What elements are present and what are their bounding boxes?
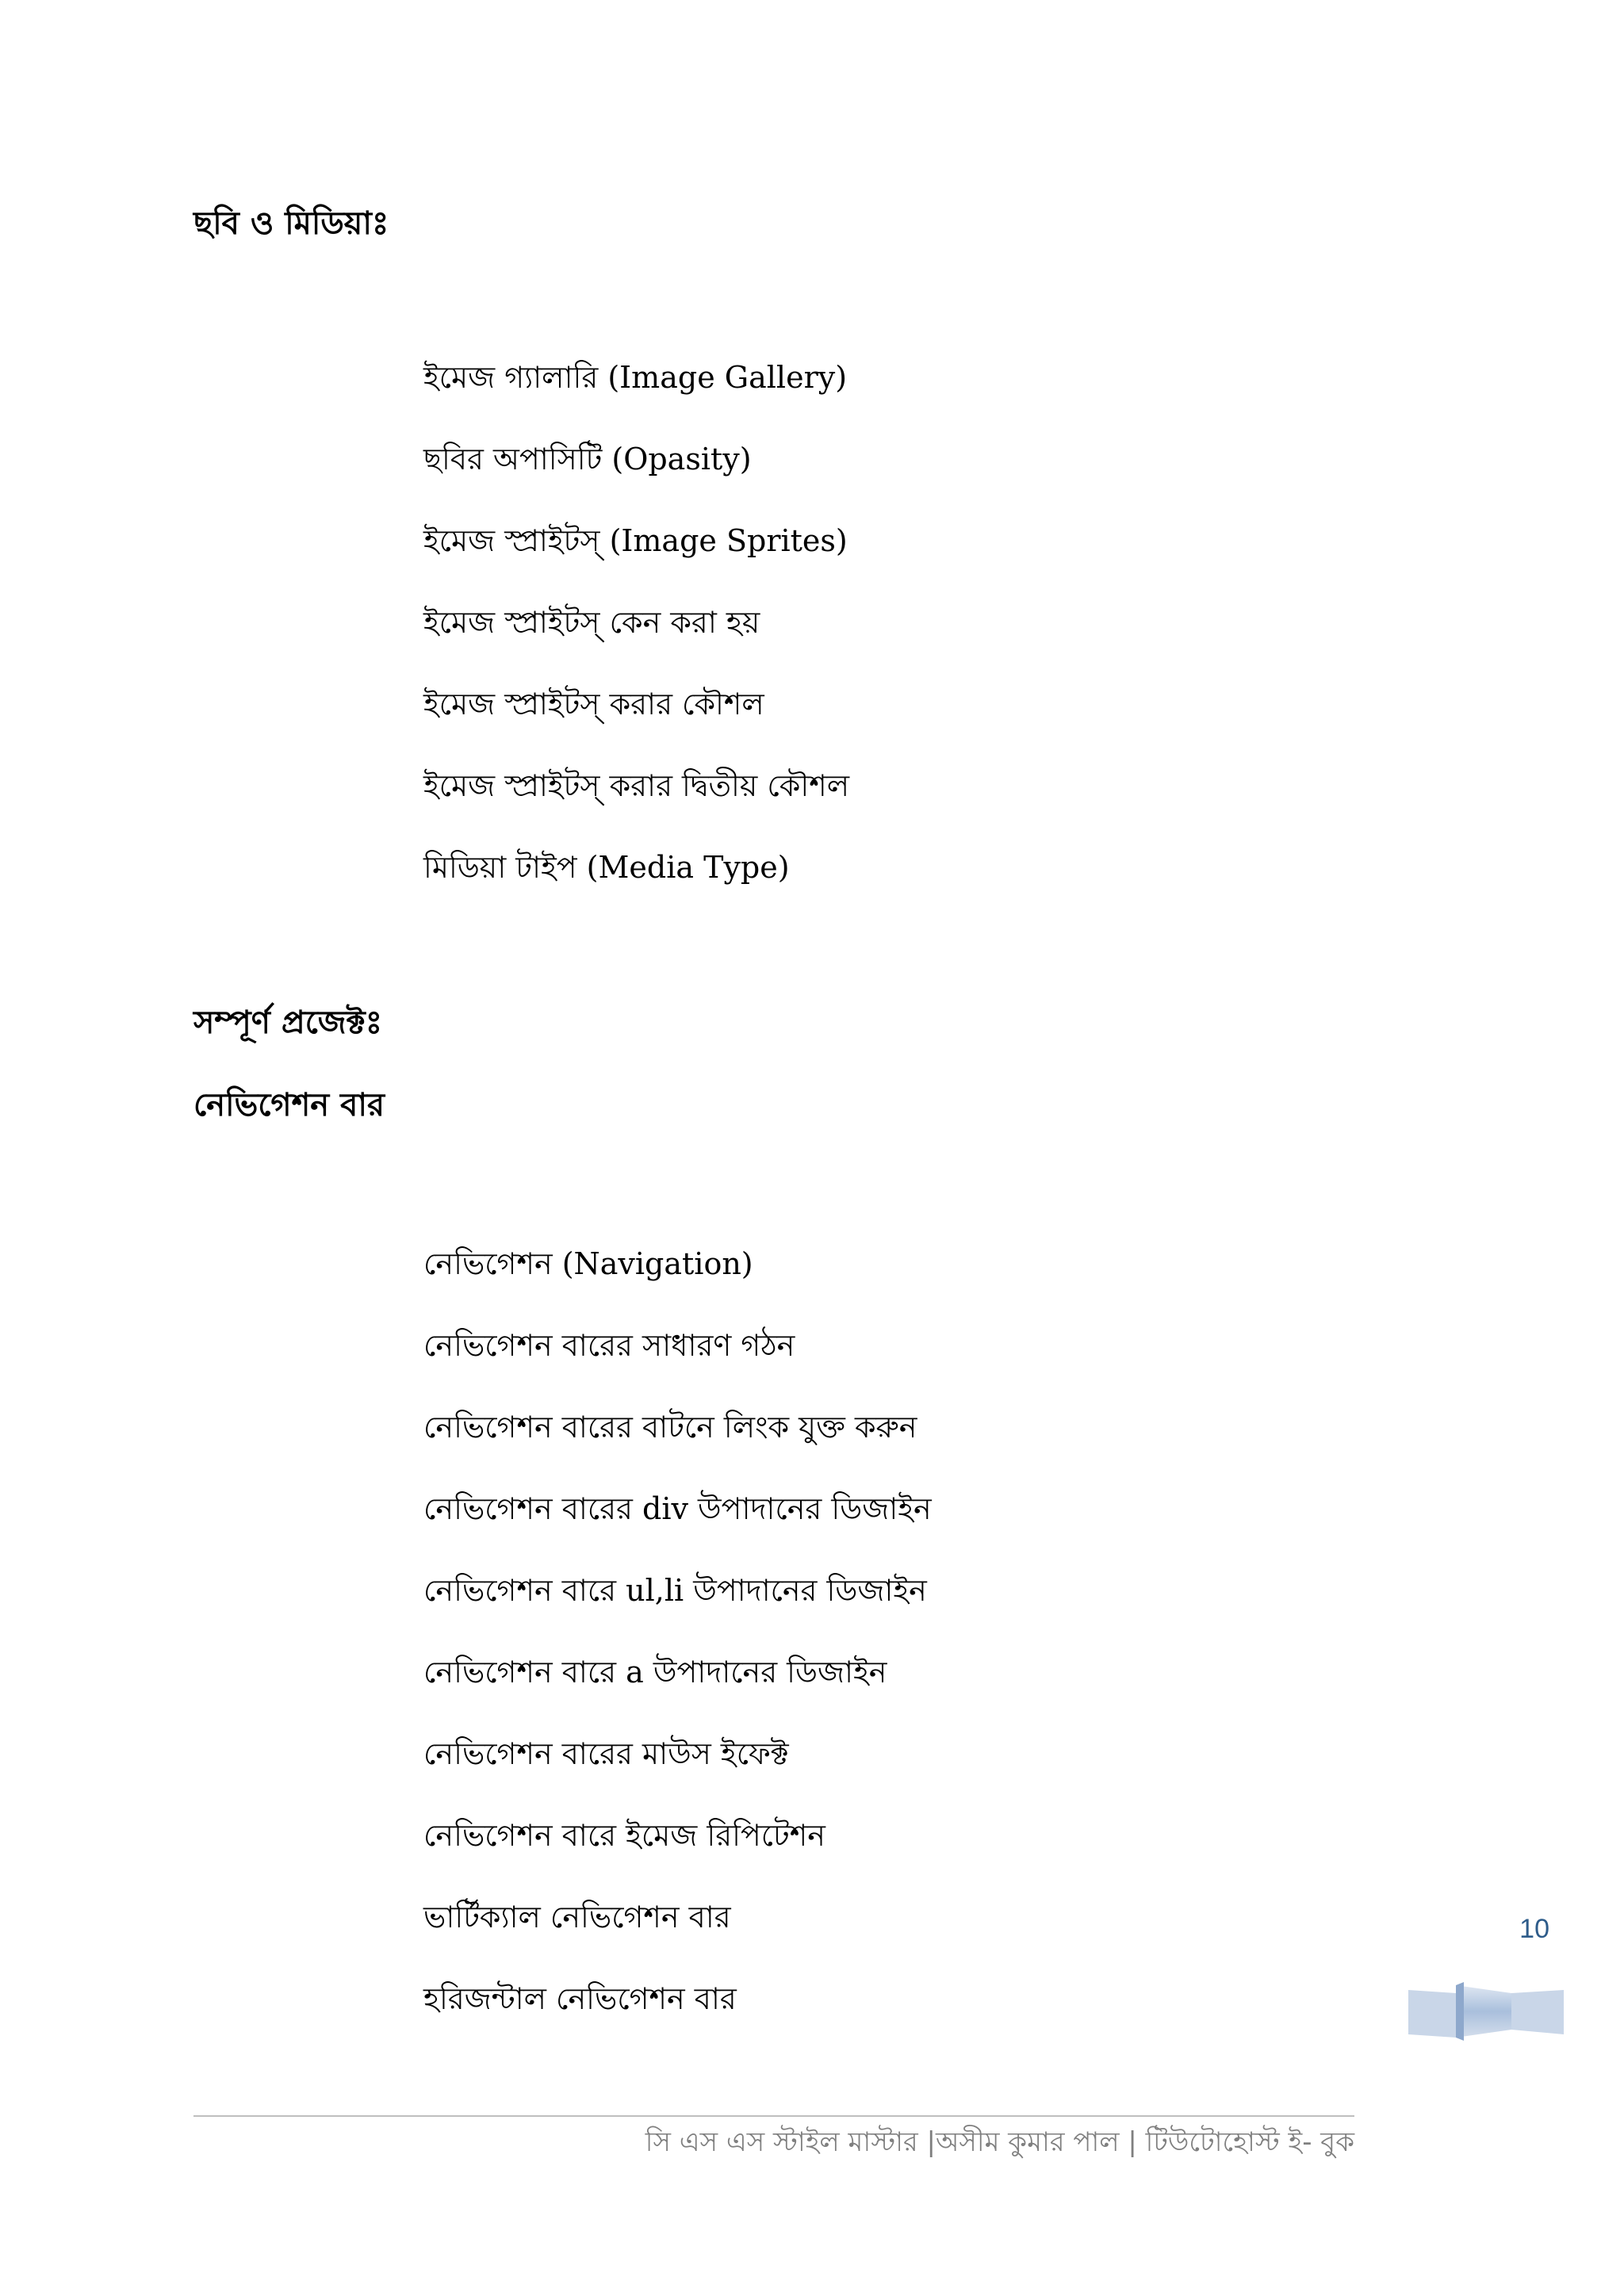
list-item: ভার্টিক্যাল নেভিগেশন বার [423,1900,731,1934]
navigation-topic-list [423,1243,932,2060]
page-ribbon-icon [1408,1982,1564,2041]
list-item: নেভিগেশন বারের div উপাদানের ডিজাইন [423,1491,932,1526]
footer-divider [193,2115,1354,2117]
page-number: 10 [1519,1914,1549,1944]
list-item: ইমেজ স্প্রাইটস্ (Image Sprites) [423,523,848,558]
list-item: নেভিগেশন বারের সাধারণ গঠন [423,1328,795,1363]
section-heading-project: সম্পূর্ণ প্রজেক্টঃ [193,1004,383,1041]
list-item: ইমেজ স্প্রাইটস্ কেন করা হয় [423,605,760,640]
media-topic-list [423,357,849,928]
list-item: নেভিগেশন বারে ul,li উপাদানের ডিজাইন [423,1573,927,1608]
list-item: ইমেজ স্প্রাইটস্ করার দ্বিতীয় কৌশল [423,768,850,803]
list-item: নেভিগেশন বারের বাটনে লিংক যুক্ত করুন [423,1410,917,1445]
subheading-navigation-bar: নেভিগেশন বার [193,1087,385,1123]
list-item: ইমেজ গ্যালারি (Image Gallery) [423,360,848,395]
list-item: নেভিগেশন বারে a উপাদানের ডিজাইন [423,1655,887,1689]
list-item: নেভিগেশন (Navigation) [423,1246,753,1281]
list-item: হরিজন্টাল নেভিগেশন বার [423,1981,737,2016]
list-item: নেভিগেশন বারের মাউস ইফেক্ট [423,1736,789,1771]
footer-text: সি এস এস স্টাইল মাস্টার |অসীম কুমার পাল | টিউটোহোস্ট ই- বুক [645,2126,1354,2158]
list-item: ইমেজ স্প্রাইটস্ করার কৌশল [423,687,764,721]
list-item: নেভিগেশন বারে ইমেজ রিপিটেশন [423,1818,825,1853]
list-item: ছবির অপাসিটি (Opasity) [423,442,752,476]
section-heading-media: ছবি ও মিডিয়াঃ [193,205,389,242]
list-item: মিডিয়া টাইপ (Media Type) [423,850,790,885]
